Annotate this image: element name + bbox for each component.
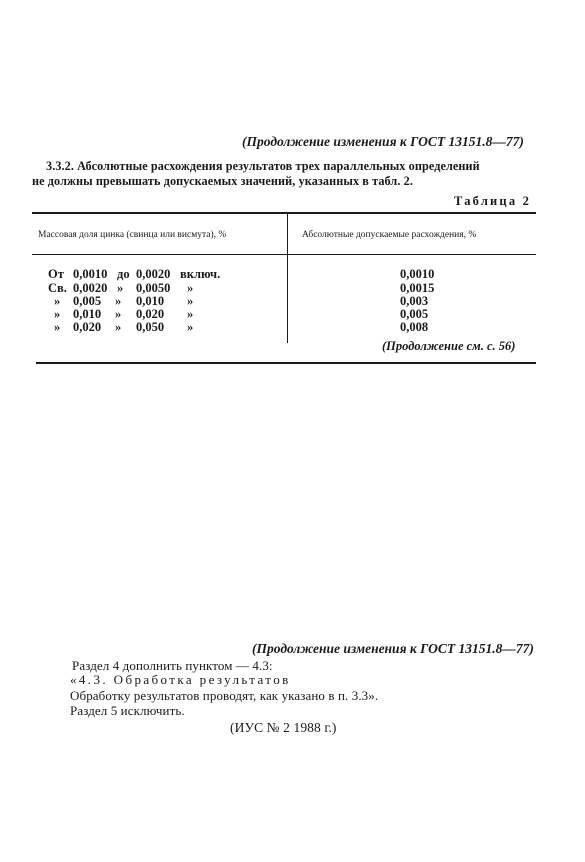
row-to-value: 0,050	[136, 320, 165, 334]
row-tolerance-value: 0,005	[400, 307, 429, 321]
paragraph-line-2: не должны превышать допускаемых значений, указанных в табл. 2.	[32, 174, 413, 188]
row-suffix: »	[187, 294, 194, 308]
row-prefix: От	[48, 267, 64, 281]
row-from-value: 0,010	[73, 307, 102, 321]
row-from-value: 0,0020	[73, 281, 108, 295]
table-column-divider	[287, 213, 288, 343]
row-to-word: до	[117, 267, 130, 281]
amendment-line-4: Раздел 5 исключить.	[70, 703, 185, 718]
row-tolerance-value: 0,0015	[400, 281, 435, 295]
table-top-rule	[32, 212, 536, 214]
amendment-line-1: Раздел 4 дополнить пунктом — 4.3:	[72, 658, 273, 673]
row-from-value: 0,020	[73, 320, 102, 334]
row-to-word: »	[115, 294, 122, 308]
row-prefix: Св.	[48, 281, 67, 295]
row-from-value: 0,0010	[73, 267, 108, 281]
continuation-header-bottom: (Продолжение изменения к ГОСТ 13151.8—77)	[252, 641, 534, 656]
row-to-word: »	[115, 307, 122, 321]
amendment-line-2: «4.3. Обработка результатов	[70, 672, 291, 687]
row-prefix: »	[54, 320, 61, 334]
paragraph-line-1: 3.3.2. Абсолютные расхождения результатов трех параллельных определений	[46, 159, 480, 173]
table-caption: Таблица 2	[454, 194, 532, 208]
row-suffix: »	[187, 307, 194, 321]
row-to-value: 0,010	[136, 294, 165, 308]
amendment-line-3: Обработку результатов проводят, как указано в п. 3.3».	[70, 688, 379, 703]
continuation-header-top: (Продолжение изменения к ГОСТ 13151.8—77)	[242, 134, 524, 149]
table-header-mass-fraction: Массовая доля цинка (свинца или висмута), %	[38, 230, 227, 240]
row-tolerance-value: 0,003	[400, 294, 429, 308]
row-tolerance-value: 0,008	[400, 320, 429, 334]
row-to-word: »	[115, 320, 122, 334]
source-reference: (ИУС № 2 1988 г.)	[230, 720, 337, 735]
row-to-value: 0,020	[136, 307, 165, 321]
row-suffix: »	[187, 281, 194, 295]
table-bottom-rule	[36, 362, 536, 364]
row-suffix: включ.	[180, 267, 221, 281]
row-to-word: »	[117, 281, 124, 295]
row-suffix: »	[187, 320, 194, 334]
row-to-value: 0,0020	[136, 267, 171, 281]
row-prefix: »	[54, 307, 61, 321]
table-header-rule	[32, 254, 536, 255]
row-tolerance-value: 0,0010	[400, 267, 435, 281]
continued-on-page-note: (Продолжение см. с. 56)	[382, 339, 516, 353]
row-to-value: 0,0050	[136, 281, 171, 295]
table-header-tolerance: Абсолютные допускаемые расхождения, %	[302, 230, 477, 240]
row-from-value: 0,005	[73, 294, 102, 308]
row-prefix: »	[54, 294, 61, 308]
